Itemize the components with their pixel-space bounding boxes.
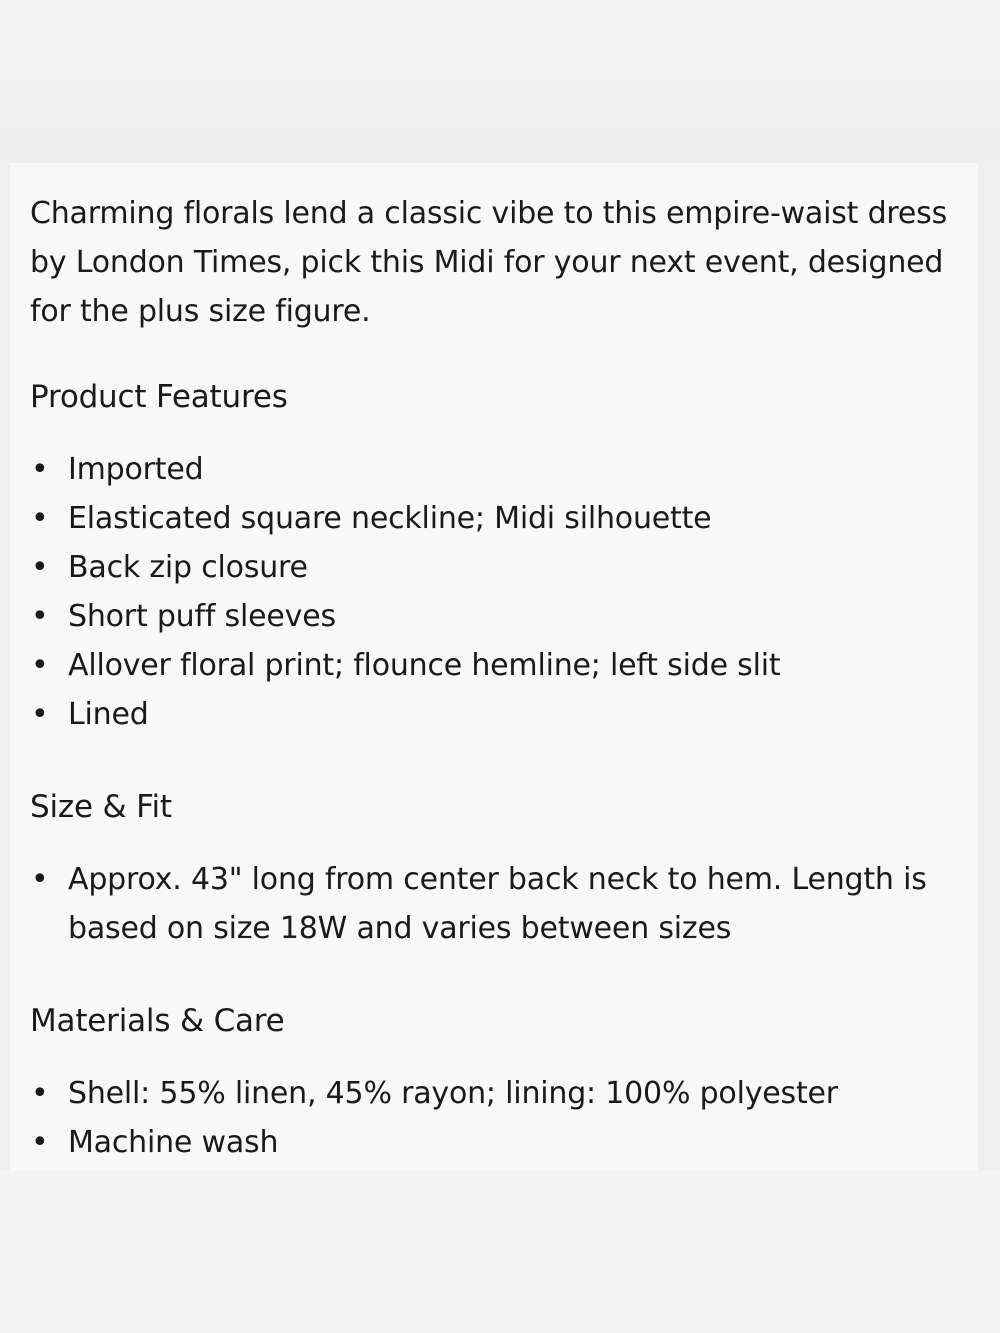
product-details-card [10,163,978,1170]
list-item-text: Elasticated square neckline; Midi silhouette [68,501,712,536]
list-item-text: Shell: 55% linen, 45% rayon; lining: 100% polyester [68,1076,838,1111]
list-item [30,855,958,953]
bullet-icon: • [31,1125,49,1160]
materials-care-list [30,1069,958,1167]
list-item [30,690,958,739]
top-background-band [0,0,1000,163]
list-item-text: Imported [68,452,204,487]
list-item [30,543,958,592]
list-item [30,1118,958,1167]
size-fit-list [30,855,958,953]
list-item-text: Approx. 43" long from center back neck to hem. Length is based on size 18W and varies between sizes [68,862,927,946]
list-item-text: Back zip closure [68,550,308,585]
list-item [30,592,958,641]
product-features-heading: Product Features [30,379,288,415]
bottom-background-band [0,1170,1000,1333]
list-item-text: Allover floral print; flounce hemline; left side slit [68,648,781,683]
bullet-icon: • [31,697,49,732]
bullet-icon: • [31,862,49,897]
list-item-text: Lined [68,697,149,732]
product-features-list [30,445,958,739]
list-item-text: Short puff sleeves [68,599,336,634]
materials-care-heading: Materials & Care [30,1003,285,1039]
list-item [30,641,958,690]
list-item-text: Machine wash [68,1125,279,1160]
bullet-icon: • [31,1076,49,1111]
size-fit-heading: Size & Fit [30,789,172,825]
bullet-icon: • [31,648,49,683]
list-item [30,445,958,494]
bullet-icon: • [31,550,49,585]
bullet-icon: • [31,599,49,634]
bullet-icon: • [31,501,49,536]
product-description: Charming florals lend a classic vibe to this empire-waist dress by London Times, pick this Midi for your next event, designed for the plus size figure. [30,196,948,329]
list-item [30,1069,958,1118]
bullet-icon: • [31,452,49,487]
list-item [30,494,958,543]
